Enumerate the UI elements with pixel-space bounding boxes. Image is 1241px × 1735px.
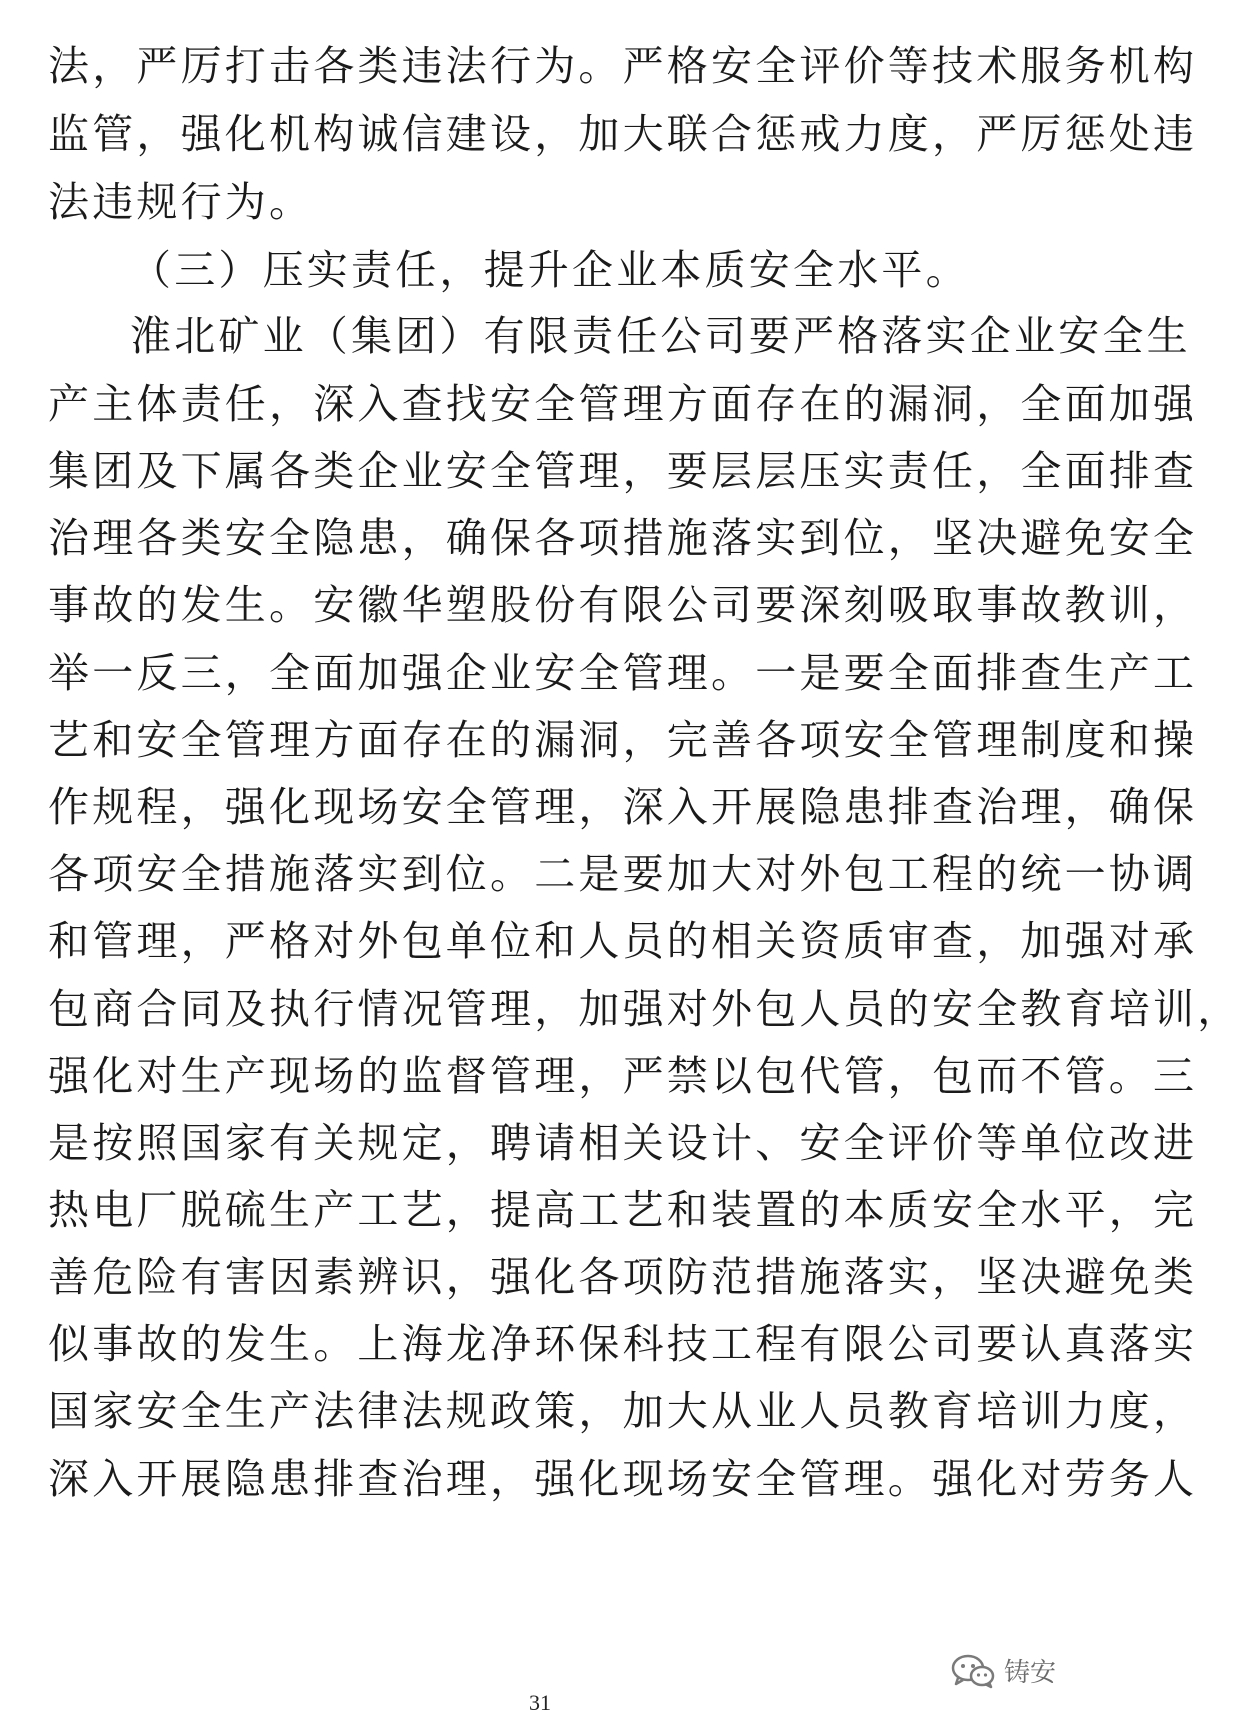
body-line: 和管理，严格对外包单位和人员的相关资质审查，加强对承 <box>48 917 1198 965</box>
page-number: 31 <box>529 1690 551 1715</box>
body-line: 举一反三，全面加强企业安全管理。一是要全面排查生产工 <box>48 649 1198 697</box>
body-line: 治理各类安全隐患，确保各项措施落实到位，坚决避免安全 <box>48 514 1198 562</box>
body-line: 监管，强化机构诚信建设，加大联合惩戒力度，严厉惩处违 <box>48 110 1198 158</box>
body-line: 产主体责任，深入查找安全管理方面存在的漏洞，全面加强 <box>48 380 1198 428</box>
body-line: 法违规行为。 <box>48 178 314 226</box>
body-line: 集团及下属各类企业安全管理，要层层压实责任，全面排查 <box>48 447 1198 495</box>
wechat-watermark <box>950 1652 1056 1689</box>
body-line: 各项安全措施落实到位。二是要加大对外包工程的统一协调 <box>48 850 1198 898</box>
wechat-icon <box>950 1653 996 1689</box>
body-line: 法，严厉打击各类违法行为。严格安全评价等技术服务机构 <box>48 42 1198 90</box>
body-line: 是按照国家有关规定，聘请相关设计、安全评价等单位改进 <box>48 1119 1198 1167</box>
body-line: 强化对生产现场的监督管理，严禁以包代管，包而不管。三 <box>48 1052 1198 1100</box>
watermark-text: 铸安 <box>1003 1657 1056 1687</box>
body-line: 深入开展隐患排查治理，强化现场安全管理。强化对劳务人 <box>48 1455 1198 1503</box>
body-line: 艺和安全管理方面存在的漏洞，完善各项安全管理制度和操 <box>48 716 1198 764</box>
body-line: 似事故的发生。上海龙净环保科技工程有限公司要认真落实 <box>48 1320 1198 1368</box>
section-heading: （三）压实责任，提升企业本质安全水平。 <box>130 246 970 294</box>
body-line: 国家安全生产法律法规政策，加大从业人员教育培训力度， <box>48 1387 1198 1435</box>
body-line: 善危险有害因素辨识，强化各项防范措施落实，坚决避免类 <box>48 1253 1198 1301</box>
body-line: 包商合同及执行情况管理，加强对外包人员的安全教育培训， <box>48 985 1241 1033</box>
body-line: 事故的发生。安徽华塑股份有限公司要深刻吸取事故教训， <box>48 581 1198 629</box>
body-line: 作规程，强化现场安全管理，深入开展隐患排查治理，确保 <box>48 783 1198 831</box>
body-line: 热电厂脱硫生产工艺，提高工艺和装置的本质安全水平，完 <box>48 1186 1198 1234</box>
body-line: 淮北矿业（集团）有限责任公司要严格落实企业安全生 <box>130 312 1191 360</box>
